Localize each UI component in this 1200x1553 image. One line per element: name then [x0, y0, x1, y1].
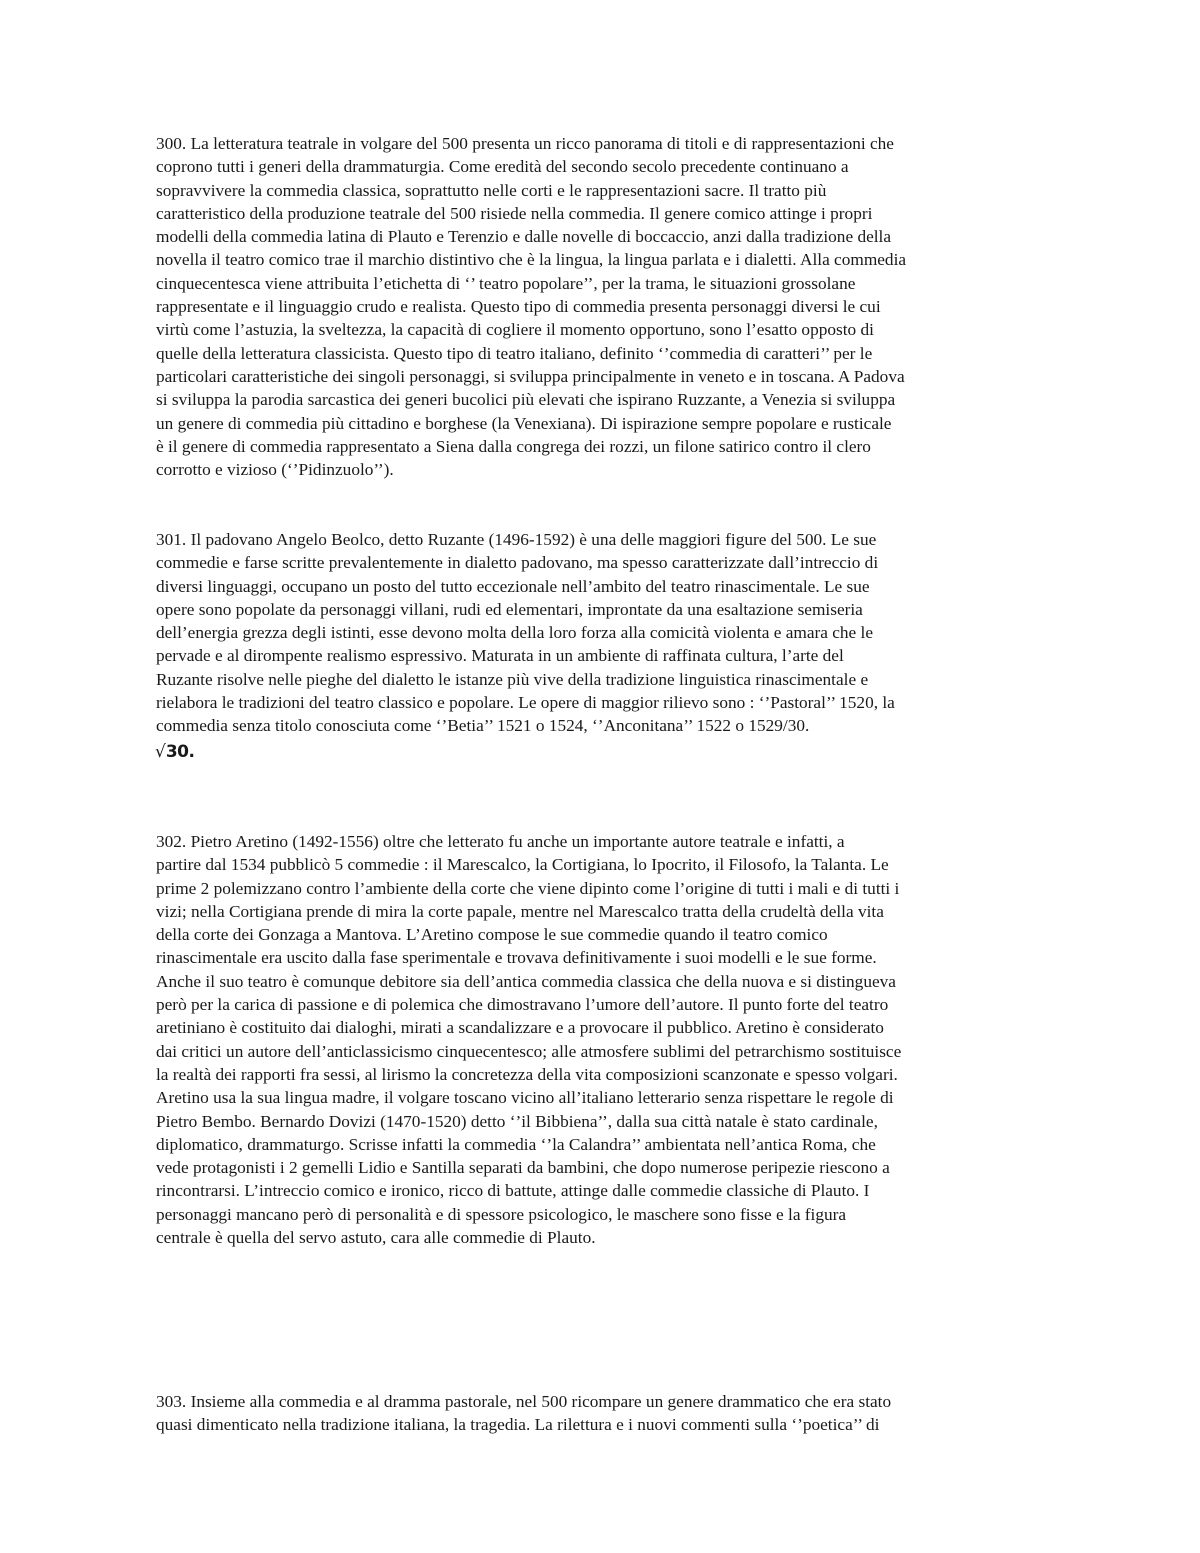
text-line: rinascimentale era uscito dalla fase sperimentale e trovava definitivamente i suoi modelli e le sue forme.	[156, 948, 877, 968]
paragraph-302	[156, 830, 1056, 1249]
text-line: corrotto e vizioso (‘’Pidinzuolo’’).	[156, 460, 394, 480]
text-line: Pietro Bembo. Bernardo Dovizi (1470-1520) detto ‘’il Bibbiena’’, dalla sua città natale è stato cardinale,	[156, 1111, 878, 1131]
text-line: sopravvivere la commedia classica, soprattutto nelle corti e le rappresentazioni sacre. Il tratto più	[156, 180, 827, 200]
text-line: cinquecentesca viene attribuita l’etichetta di ‘’ teatro popolare’’, per la trama, le situazioni grossolane	[156, 273, 856, 293]
text-line: vizi; nella Cortigiana prende di mira la corte papale, mentre nel Marescalco tratta della crudeltà della vita	[156, 901, 884, 921]
text-line: la realtà dei rapporti fra sessi, al lirismo la concretezza della vita composizioni scanzonate e spesso volgari.	[156, 1064, 898, 1084]
text-line: commedie e farse scritte prevalentemente in dialetto padovano, ma spesso caratterizzate dall’intreccio di	[156, 553, 879, 573]
text-line: è il genere di commedia rappresentato a Siena dalla congrega dei rozzi, un filone satirico contro il clero	[156, 436, 871, 456]
text-line: 303. Insieme alla commedia e al dramma pastorale, nel 500 ricompare un genere drammatico che era stato	[156, 1392, 892, 1411]
text-line: coprono tutti i generi della drammaturgia. Come eredità del secondo secolo precedente continuano a	[156, 157, 849, 177]
text-line: si sviluppa la parodia sarcastica dei generi bucolici più elevati che ispirano Ruzzante, a Venezia si sviluppa	[156, 390, 896, 410]
handwritten-grade-mark	[155, 741, 194, 764]
text-line: pervade e al dirompente realismo espressivo. Maturata in un ambiente di raffinata cultura, l’arte del	[156, 646, 844, 666]
text-line: modelli della commedia latina di Plauto e Terenzio e dalle novelle di boccaccio, anzi dalla tradizione della	[156, 227, 892, 247]
text-line: Anche il suo teatro è comunque debitore sia dell’antica commedia classica che della nuova e si distingueva	[156, 971, 896, 991]
text-line: Ruzante risolve nelle pieghe del dialetto le istanze più vive della tradizione linguistica rinascimentale e	[156, 669, 869, 689]
paragraph-303	[156, 1390, 1056, 1437]
text-line: rincontrarsi. L’intreccio comico e ironico, ricco di battute, attinge dalle commedie classiche di Plauto. I	[156, 1181, 870, 1201]
text-line: della corte dei Gonzaga a Mantova. L’Aretino compose le sue commedie quando il teatro comico	[156, 925, 828, 945]
paragraph-301	[156, 528, 1056, 738]
text-line: novella il teatro comico trae il marchio distintivo che è la lingua, la lingua parlata e i dialetti. Alla commedia	[156, 250, 907, 270]
text-line: vede protagonisti i 2 gemelli Lidio e Santilla separati da bambini, che dopo numerose peripezie riescono a	[156, 1158, 890, 1178]
text-line: diversi linguaggi, occupano un posto del tutto eccezionale nell’ambito del teatro rinascimentale. Le sue	[156, 576, 870, 596]
text-line: dell’energia grezza degli istinti, esse devono molta della loro forza alla comicità violenta e amara che le	[156, 623, 874, 643]
text-line: Aretino usa la sua lingua madre, il volgare toscano vicino all’italiano letterario senza rispettare le regole di	[156, 1088, 894, 1108]
text-line: commedia senza titolo conosciuta come ‘’Betia’’ 1521 o 1524, ‘’Anconitana’’ 1522 o 1529/30.	[156, 716, 810, 736]
text-line: diplomatico, drammaturgo. Scrisse infatti la commedia ‘’la Calandra’’ ambientata nell’antica Roma, che	[156, 1134, 876, 1154]
text-line: 301. Il padovano Angelo Beolco, detto Ruzante (1496-1592) è una delle maggiori figure del 500. Le sue	[156, 530, 877, 549]
text-line: un genere di commedia più cittadino e borghese (la Venexiana). Di ispirazione sempre popolare e rusticale	[156, 413, 892, 433]
text-line: quasi dimenticato nella tradizione italiana, la tragedia. La rilettura e i nuovi commenti sulla ‘’poetica’’ di	[156, 1415, 880, 1435]
text-line: prime 2 polemizzano contro l’ambiente della corte che viene dipinto come l’origine di tutti i mali e di tutti i	[156, 878, 900, 898]
text-line: aretiniano è costituito dai dialoghi, mirati a scandalizzare e a provocare il pubblico. Aretino è considerato	[156, 1018, 884, 1038]
text-line: opere sono popolate da personaggi villani, rudi ed elementari, improntate da una esaltazione semiseria	[156, 599, 863, 619]
text-line: 300. La letteratura teatrale in volgare del 500 presenta un ricco panorama di titoli e di rappresentazioni che	[156, 134, 894, 153]
text-line: caratteristico della produzione teatrale del 500 risiede nella commedia. Il genere comico attinge i propri	[156, 203, 873, 223]
text-line: personaggi mancano però di personalità e di spessore psicologico, le maschere sono fisse e la figura	[156, 1204, 847, 1224]
paragraph-300	[156, 132, 1056, 481]
text-line: centrale è quella del servo astuto, cara alle commedie di Plauto.	[156, 1228, 596, 1248]
text-line: però per la carica di passione e di polemica che dimostravano l’umore dell’autore. Il punto forte del teatro	[156, 995, 889, 1015]
checkmark-icon: √	[155, 742, 166, 762]
text-line: 302. Pietro Aretino (1492-1556) oltre che letterato fu anche un importante autore teatrale e infatti, a	[156, 832, 845, 851]
text-line: rielabora le tradizioni del teatro classico e popolare. Le opere di maggior rilievo sono : ‘’Pastoral’’ 1520, la	[156, 693, 895, 713]
text-line: dai critici un autore dell’anticlassicismo cinquecentesco; alle atmosfere sublimi del petrarchismo sostituisce	[156, 1041, 902, 1061]
text-line: rappresentate e il linguaggio crudo e realista. Questo tipo di commedia presenta personaggi diversi le cui	[156, 297, 881, 317]
text-line: virtù come l’astuzia, la sveltezza, la capacità di cogliere il momento opportuno, sono l’esatto opposto di	[156, 320, 874, 340]
text-line: quelle della letteratura classicista. Questo tipo di teatro italiano, definito ‘’commedia di caratteri’’ per le	[156, 343, 873, 363]
text-line: particolari caratteristiche dei singoli personaggi, si sviluppa principalmente in veneto e in toscana. A Padova	[156, 366, 905, 386]
text-line: partire dal 1534 pubblicò 5 commedie : il Marescalco, la Cortigiana, lo Ipocrito, il Filosofo, la Talanta. Le	[156, 855, 889, 875]
grade-score: 30.	[165, 742, 195, 762]
